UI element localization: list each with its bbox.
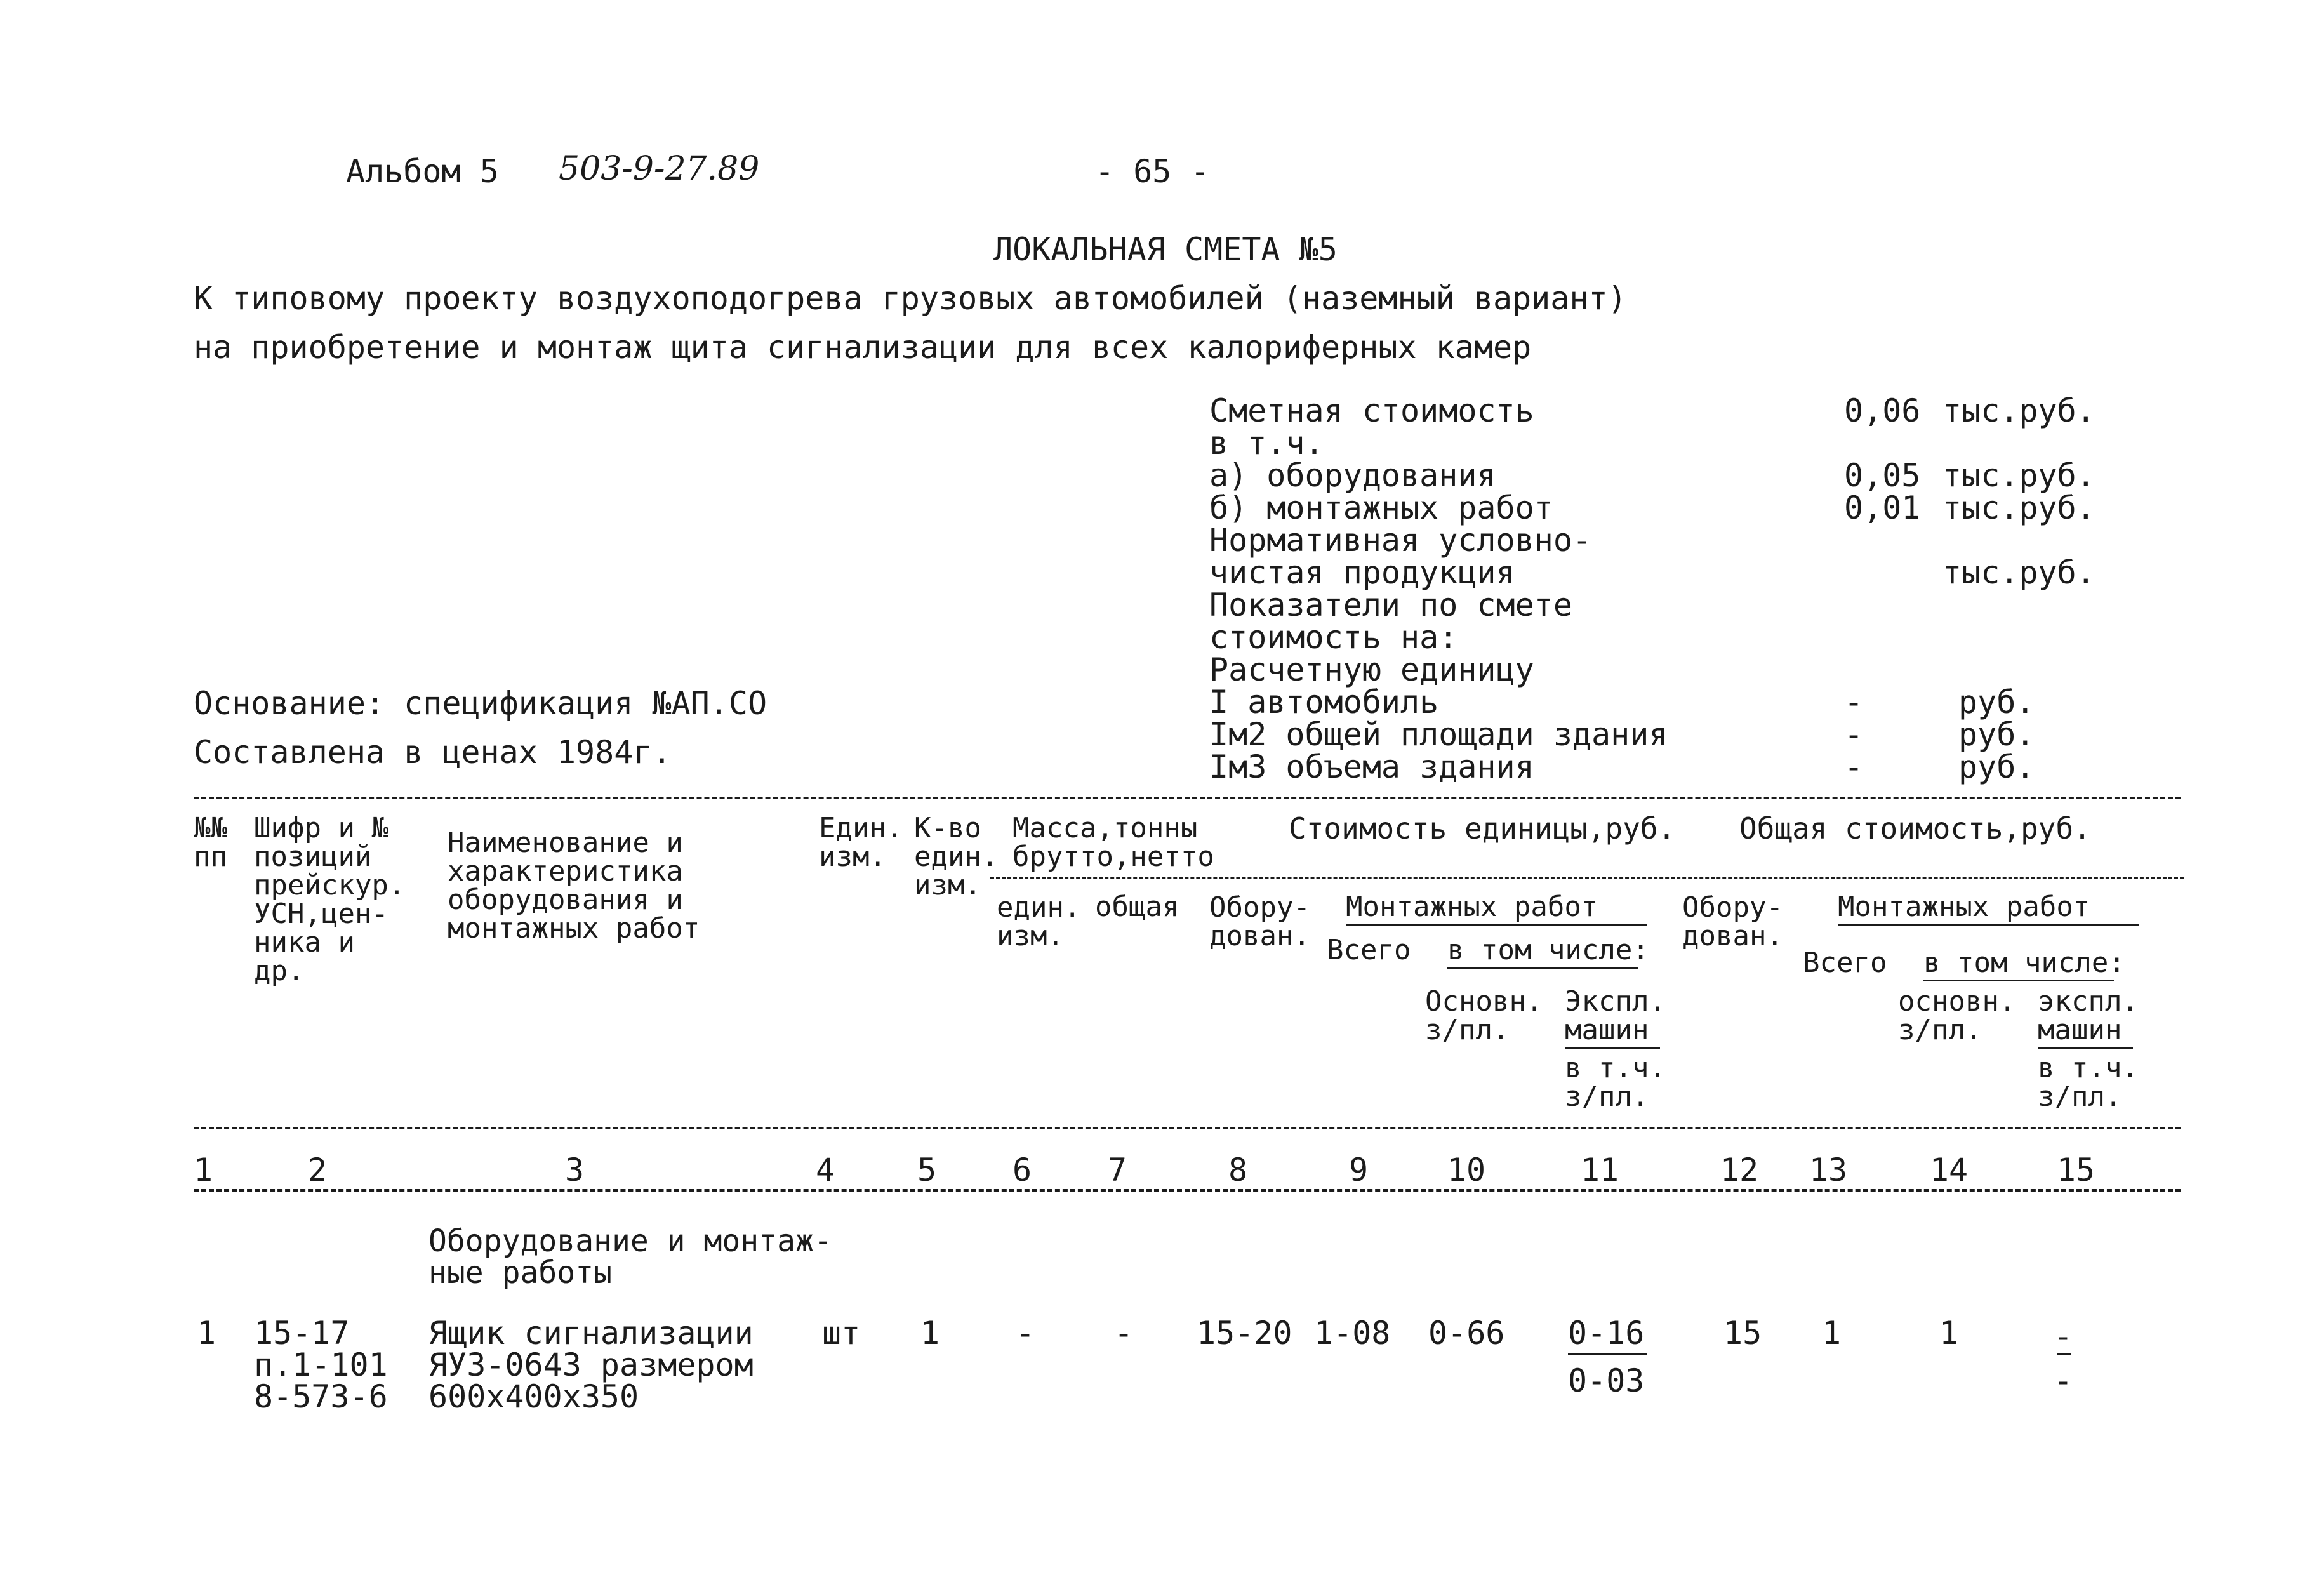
summary-total-unit: тыс.руб. bbox=[1942, 392, 2095, 429]
column-number: 2 bbox=[307, 1152, 328, 1188]
row-install-total-sum: 1 bbox=[1822, 1315, 1842, 1352]
column-number-rule bbox=[194, 1189, 2181, 1192]
header-bottom-rule bbox=[194, 1127, 2181, 1129]
column-number: 14 bbox=[1929, 1152, 1969, 1188]
header-unit-machines-wage: в т.ч. з/пл. bbox=[1565, 1052, 1666, 1113]
header-unit-install: Монтажных работ bbox=[1346, 891, 1598, 923]
header-unit-incl: в том числе: bbox=[1447, 934, 1649, 966]
summary-per-m3-unit: руб. bbox=[1958, 748, 2035, 785]
column-number: 3 bbox=[564, 1152, 585, 1188]
row-number: 1 bbox=[197, 1315, 216, 1352]
row-equip-unit: 15-20 bbox=[1197, 1315, 1292, 1352]
row-mass-total: - bbox=[1114, 1315, 1134, 1352]
header-col-number: №№ пп bbox=[194, 812, 227, 873]
row-basic-wage: 0-66 bbox=[1428, 1315, 1505, 1352]
header-total-all: Всего bbox=[1803, 947, 1887, 979]
row-qty: 1 bbox=[920, 1315, 940, 1352]
header-total-equip: Обору- дован. bbox=[1682, 891, 1783, 952]
header-col-code: Шифр и № позиций прейскур. УСН,цен- ника и др. bbox=[254, 812, 406, 987]
column-number: 1 bbox=[193, 1152, 213, 1188]
summary-lines: Сметная стоимость в т.ч. а) оборудования б) монтажных работ Нормативная условно- чистая продукция Показатели по смете стоимость на: Расчетную единицу I автомобиль Iм2 общей площади здания Iм3 объема здания bbox=[1209, 392, 1668, 785]
row-mass-unit: - bbox=[1016, 1315, 1035, 1352]
header-total-cost: Общая стоимость,руб. bbox=[1739, 811, 2091, 846]
basis-line2: Составлена в ценах 1984г. bbox=[194, 734, 672, 771]
header-total-incl: в том числе: bbox=[1923, 947, 2125, 979]
row-unit: шт bbox=[822, 1315, 861, 1352]
summary-per-m2-dash: - bbox=[1844, 716, 1864, 753]
column-number: 6 bbox=[1012, 1152, 1032, 1188]
summary-equipment-unit: тыс.руб. bbox=[1942, 457, 2095, 494]
row-machines-wage-total: - bbox=[2054, 1362, 2073, 1399]
album-label: Альбом 5 bbox=[346, 153, 499, 190]
row-machines-total-divider bbox=[2057, 1353, 2071, 1355]
row-machines-total: - bbox=[2054, 1318, 2073, 1355]
header-mass-unit: един. изм. bbox=[997, 891, 1081, 952]
column-number: 15 bbox=[2056, 1152, 2095, 1188]
row-machines-divider bbox=[1568, 1353, 1647, 1355]
header-total-install-underline bbox=[1838, 924, 2139, 926]
column-number: 13 bbox=[1809, 1152, 1848, 1188]
row-basic-wage-total: 1 bbox=[1939, 1315, 1959, 1352]
summary-per-m3-dash: - bbox=[1844, 748, 1864, 785]
header-mass: Масса,тонны брутто,нетто bbox=[1013, 812, 1214, 873]
column-number: 5 bbox=[917, 1152, 937, 1188]
header-subdivider bbox=[990, 877, 2184, 879]
summary-equipment-value: 0,05 bbox=[1844, 457, 1921, 494]
estimate-subtitle-line1: К типовому проекту воздухоподогрева грузовых автомобилей (наземный вариант) bbox=[194, 280, 1627, 317]
page-number: - 65 - bbox=[1095, 153, 1210, 190]
header-col-qty: К-во един. изм. bbox=[914, 812, 999, 901]
header-total-basic-wage: основн. з/пл. bbox=[1898, 985, 2016, 1046]
section-title: Оборудование и монтаж- ные работы bbox=[428, 1223, 832, 1291]
row-name: Ящик сигнализации ЯУЗ-0643 размером 600х400х350 bbox=[428, 1315, 754, 1415]
header-unit-machines-underline bbox=[1565, 1047, 1660, 1049]
column-number: 7 bbox=[1107, 1152, 1127, 1188]
column-number: 8 bbox=[1228, 1152, 1248, 1188]
summary-installation-unit: тыс.руб. bbox=[1942, 489, 2095, 526]
summary-per-car-dash: - bbox=[1844, 684, 1864, 721]
column-number: 12 bbox=[1720, 1152, 1759, 1188]
header-unit-cost: Стоимость единицы,руб. bbox=[1289, 811, 1676, 846]
table-top-rule bbox=[194, 797, 2181, 799]
header-unit-basic-wage: Основн. з/пл. bbox=[1425, 985, 1543, 1046]
summary-per-m2-unit: руб. bbox=[1958, 716, 2035, 753]
row-code: 15-17 п.1-101 8-573-6 bbox=[254, 1315, 388, 1415]
header-unit-all: Всего bbox=[1327, 934, 1411, 966]
header-unit-incl-underline bbox=[1447, 967, 1638, 969]
summary-total-value: 0,06 bbox=[1844, 392, 1921, 429]
summary-installation-value: 0,01 bbox=[1844, 489, 1921, 526]
header-total-machines-wage: в т.ч. з/пл. bbox=[2038, 1052, 2139, 1113]
row-machines: 0-16 bbox=[1568, 1315, 1645, 1352]
row-equip-total: 15 bbox=[1723, 1315, 1762, 1352]
header-mass-total: общая bbox=[1095, 891, 1179, 923]
estimate-title: ЛОКАЛЬНАЯ СМЕТА №5 bbox=[993, 231, 1338, 268]
header-total-incl-underline bbox=[1923, 980, 2114, 981]
column-number: 11 bbox=[1580, 1152, 1619, 1188]
estimate-subtitle-line2: на приобретение и монтаж щита сигнализации для всех калориферных камер bbox=[194, 329, 1532, 366]
project-code: 503-9-27.89 bbox=[559, 150, 760, 188]
column-number: 4 bbox=[815, 1152, 835, 1188]
header-total-machines-underline bbox=[2038, 1047, 2133, 1049]
column-number: 9 bbox=[1348, 1152, 1369, 1188]
header-total-install: Монтажных работ bbox=[1838, 891, 2090, 923]
header-total-machines: экспл. машин bbox=[2038, 985, 2139, 1046]
summary-net-output-unit: тыс.руб. bbox=[1942, 554, 2095, 591]
header-col-unit: Един. изм. bbox=[819, 812, 903, 873]
row-install-total: 1-08 bbox=[1314, 1315, 1391, 1352]
header-unit-equip: Обору- дован. bbox=[1209, 891, 1310, 952]
summary-per-car-unit: руб. bbox=[1958, 684, 2035, 721]
header-unit-machines: Экспл. машин bbox=[1565, 985, 1666, 1046]
column-number: 10 bbox=[1447, 1152, 1486, 1188]
header-col-name: Наименование и характеристика оборудования и монтажных работ bbox=[448, 827, 700, 945]
header-unit-install-underline bbox=[1346, 924, 1647, 926]
basis-line1: Основание: спецификация №АП.СО bbox=[194, 685, 767, 722]
row-machines-wage: 0-03 bbox=[1568, 1362, 1645, 1399]
